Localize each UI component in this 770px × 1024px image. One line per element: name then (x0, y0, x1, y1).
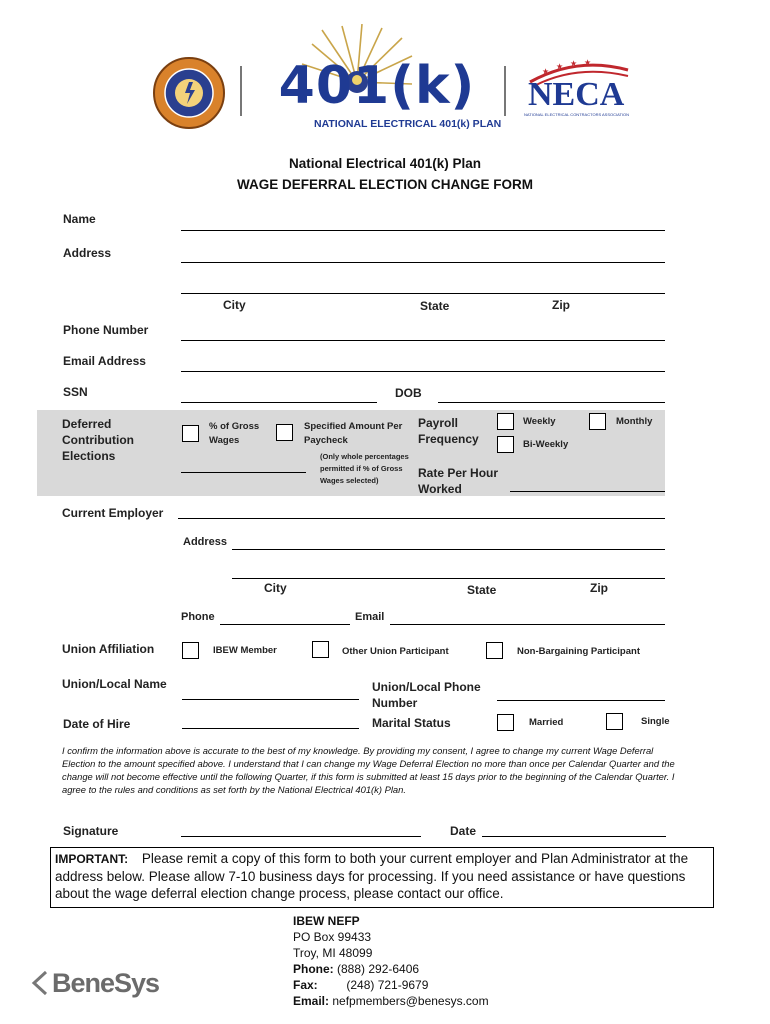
married-checkbox[interactable] (497, 714, 514, 731)
address-field[interactable] (181, 262, 665, 263)
important-notice (50, 847, 714, 908)
name-field[interactable] (181, 230, 665, 231)
dob-label: DOB (395, 386, 422, 400)
union-local-name-field[interactable] (182, 699, 359, 700)
rate-per-hour-field[interactable] (510, 491, 665, 492)
union-local-name-label: Union/Local Name (62, 677, 167, 691)
monthly-checkbox[interactable] (589, 413, 606, 430)
city-label: City (223, 298, 246, 312)
consent-paragraph: I confirm the information above is accurate to the best of my knowledge. By providing my consent, I agree to change my current Wage Deferral Election to the amount specified above. I understand that I can change my Wage Deferral Election no more than once per Calendar Quarter and the change will not become effective until the following Quarter, if this form is submitted at least 15 days prior to the beginning of the Calendar Quarter. I agree to the rules and conditions as set forth by the National Electrical 401(k) Plan. (62, 745, 675, 795)
contact-phone-label: Phone: (293, 962, 334, 976)
employer-zip-label: Zip (590, 581, 608, 595)
ssn-field[interactable] (181, 402, 377, 403)
signature-date-field[interactable] (482, 836, 666, 837)
other-union-label: Other Union Participant (342, 646, 449, 657)
date-of-hire-label: Date of Hire (63, 717, 131, 731)
employer-address-label: Address (183, 536, 228, 548)
current-employer-field[interactable] (178, 518, 665, 519)
neca-logo (522, 56, 632, 122)
contact-org: IBEW NEFP (293, 914, 360, 928)
svg-text:★: ★ (556, 62, 564, 71)
dob-field[interactable] (438, 402, 665, 403)
deferral-label: Deferred Contribution Elections (62, 417, 134, 463)
benesys-logo (30, 966, 170, 1002)
employer-email-field[interactable] (390, 624, 665, 625)
specified-amount-label: Specified Amount Per Paycheck (304, 421, 403, 446)
employer-phone-field[interactable] (220, 624, 350, 625)
biweekly-checkbox[interactable] (497, 436, 514, 453)
header-divider (240, 66, 242, 116)
monthly-label: Monthly (616, 416, 653, 427)
deferral-amount-field[interactable] (181, 472, 306, 473)
contact-block (293, 913, 553, 1009)
contact-email-row (293, 993, 553, 1009)
contact-po-box: PO Box 99433 (293, 930, 372, 944)
union-local-phone-field[interactable] (497, 700, 665, 701)
married-label: Married (529, 717, 564, 728)
biweekly-label: Bi-Weekly (523, 439, 569, 450)
current-employer-label: Current Employer (62, 506, 164, 520)
payroll-frequency-label: Payroll Frequency (418, 416, 479, 446)
whole-percent-note: (Only whole percentages permitted if % of Gross Wages selected) (320, 452, 409, 485)
benesys-wordmark: BeneSys (52, 968, 160, 998)
single-label: Single (641, 716, 670, 727)
weekly-label: Weekly (523, 416, 556, 427)
signature-date-label: Date (450, 824, 477, 838)
date-of-hire-field[interactable] (182, 728, 359, 729)
contact-email[interactable]: nefpmembers@benesys.com (332, 994, 489, 1008)
non-bargaining-checkbox[interactable] (486, 642, 503, 659)
employer-address-field[interactable] (232, 549, 665, 550)
contact-city: Troy, MI 48099 (293, 946, 373, 960)
contact-phone-row (293, 961, 553, 977)
email-address-label: Email Address (63, 354, 146, 368)
employer-city-label: City (264, 581, 287, 595)
phone-number-label: Phone Number (63, 323, 149, 337)
marital-status-label: Marital Status (372, 716, 451, 730)
address-line2-field[interactable] (181, 293, 665, 294)
logo-sub-text: NATIONAL ELECTRICAL 401(k) PLAN (314, 118, 502, 130)
important-label: IMPORTANT: (55, 852, 129, 866)
rate-per-hour-label: Rate Per Hour Worked (418, 466, 499, 496)
ibew-member-checkbox[interactable] (182, 642, 199, 659)
other-union-checkbox[interactable] (312, 641, 329, 658)
contact-phone[interactable]: (888) 292-6406 (337, 962, 420, 976)
benesys-chevron-icon (30, 970, 52, 996)
contact-fax-label: Fax: (293, 978, 318, 992)
ibew-seal-logo (152, 56, 226, 130)
single-checkbox[interactable] (606, 713, 623, 730)
svg-text:★: ★ (570, 59, 578, 68)
pct-gross-checkbox[interactable] (182, 425, 199, 442)
important-text: Please remit a copy of this form to both your current employer and Plan Administrator at the address below. Please allow 7-10 business days for processing. If you need assistance or have questions about the wage deferral election change process, please contact our office. (55, 851, 689, 901)
email-address-field[interactable] (181, 371, 665, 372)
signature-label: Signature (63, 824, 119, 838)
state-label: State (420, 299, 450, 313)
contact-email-label: Email: (293, 994, 330, 1008)
pct-gross-label: % of Gross Wages (209, 421, 260, 446)
header-divider-2 (504, 66, 506, 116)
contact-fax-row (293, 977, 553, 993)
ssn-label: SSN (63, 385, 88, 399)
phone-number-field[interactable] (181, 340, 665, 341)
svg-text:★: ★ (584, 58, 592, 67)
union-local-phone-label: Union/Local Phone Number (372, 680, 481, 710)
plan-401k-logo (262, 24, 502, 134)
weekly-checkbox[interactable] (497, 413, 514, 430)
ibew-member-label: IBEW Member (213, 645, 277, 656)
neca-tagline: NATIONAL ELECTRICAL CONTRACTORS ASSOCIATION (524, 112, 630, 117)
address-label: Address (63, 246, 112, 260)
neca-text: NECA (528, 76, 625, 113)
employer-state-label: State (467, 583, 497, 597)
signature-field[interactable] (181, 836, 421, 837)
svg-text:★: ★ (542, 67, 550, 76)
logo-main-text: 401(k) (278, 56, 476, 116)
non-bargaining-label: Non-Bargaining Participant (517, 646, 640, 657)
employer-address-line2-field[interactable] (232, 578, 665, 579)
contact-fax: (248) 721-9679 (346, 978, 429, 992)
zip-label: Zip (552, 298, 570, 312)
union-affiliation-label: Union Affiliation (62, 642, 155, 656)
name-label: Name (63, 212, 96, 226)
employer-phone-label: Phone (181, 611, 215, 623)
form-title-line1: National Electrical 401(k) Plan (288, 156, 482, 171)
employer-email-label: Email (355, 611, 385, 623)
specified-amount-checkbox[interactable] (276, 424, 293, 441)
form-title-line2: WAGE DEFERRAL ELECTION CHANGE FORM (236, 177, 533, 192)
